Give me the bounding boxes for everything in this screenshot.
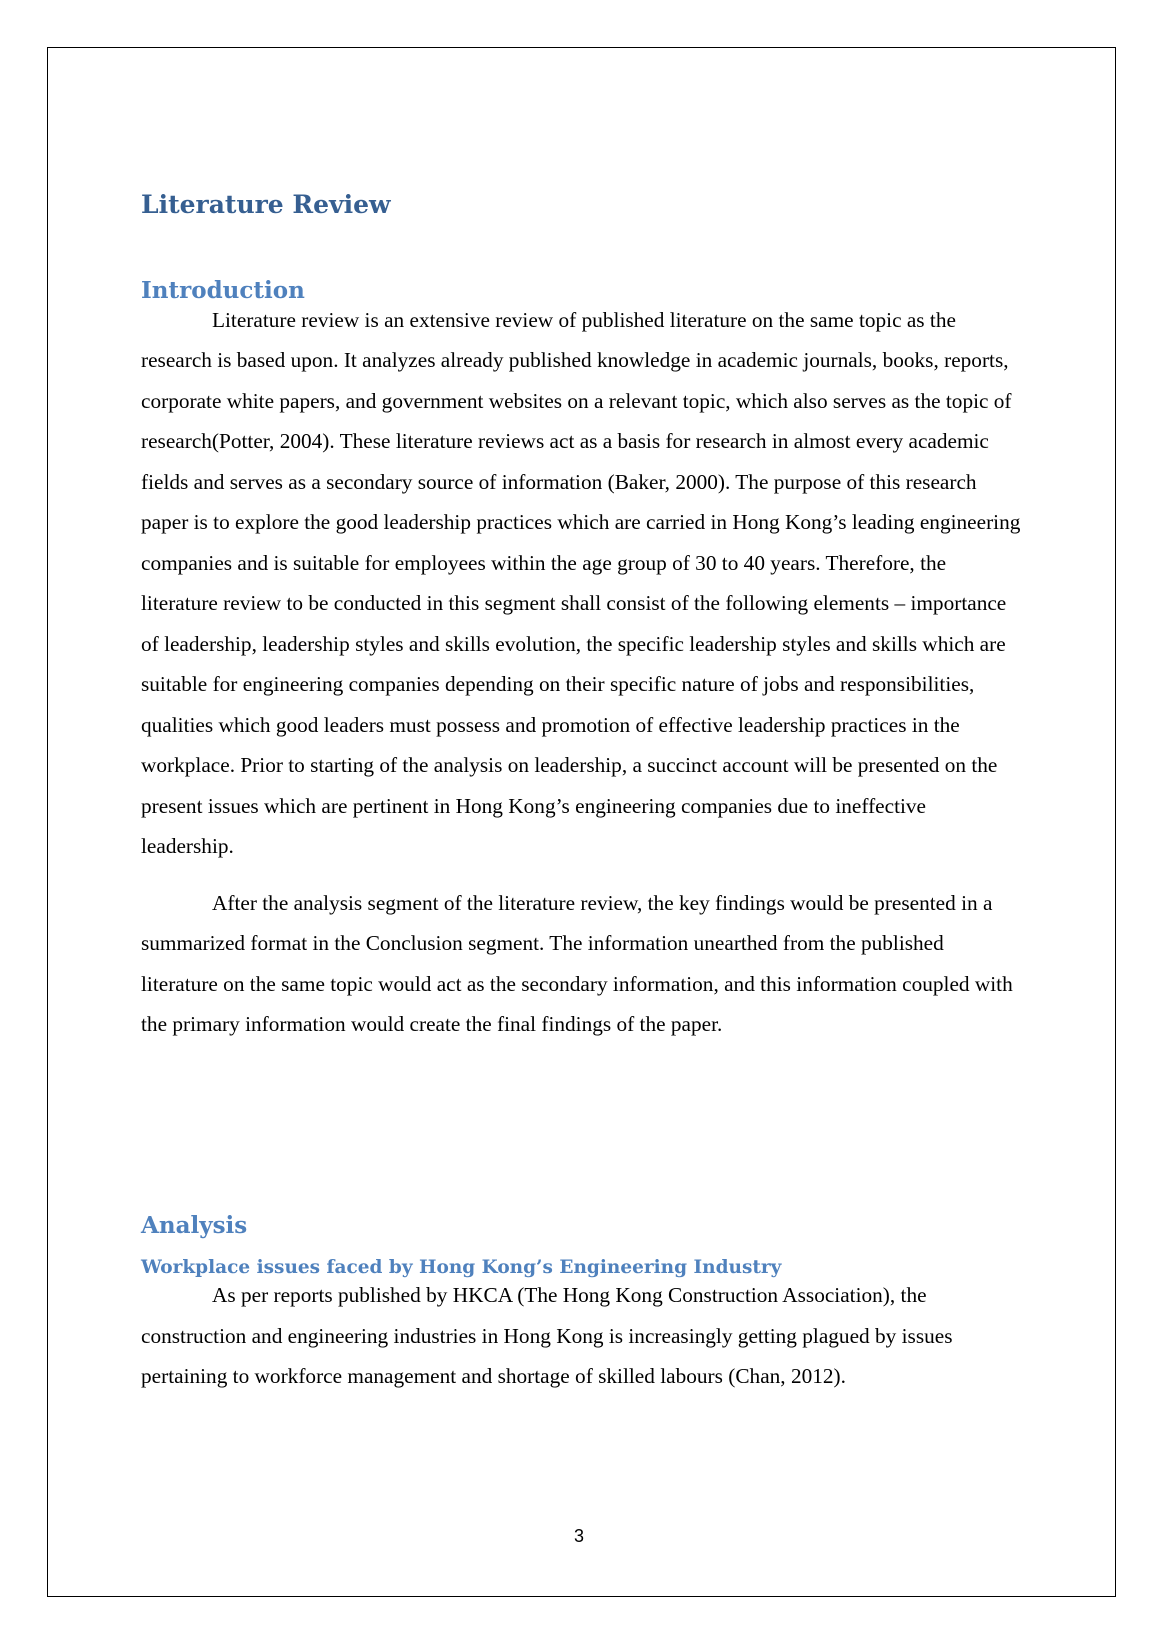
document-body — [141, 180, 1021, 1397]
introduction-paragraph-2: After the analysis segment of the literature review, the key findings would be presented in a summarized format in the Conclusion segment. The information unearthed from the published literature on the same topic would act as the secondary information, and this information coupled with the primary information would create the final findings of the paper. — [141, 890, 1013, 1037]
analysis-subheading: Workplace issues faced by Hong Kong’s Engineering Industry — [141, 1257, 782, 1279]
document-title: Literature Review — [141, 190, 391, 219]
introduction-heading: Introduction — [141, 277, 305, 304]
introduction-paragraph-1: Literature review is an extensive review of published literature on the same topic as the research is based upon. It analyzes already published knowledge in academic journals, books, reports, corporate white papers, and government websites on a relevant topic, which also serves as the topic of research(Potter, 2004). These literature reviews act as a basis for research in almost every academic fields and serves as a secondary source of information (Baker, 2000). The purpose of this research paper is to explore the good leadership practices which are carried in Hong Kong’s leading engineering companies and is suitable for employees within the age group of 30 to 40 years. Therefore, the literature review to be conducted in this segment shall consist of the following elements – importance of leadership, leadership styles and skills evolution, the specific leadership styles and skills which are suitable for engineering companies depending on their specific nature of jobs and responsibilities, qualities which good leaders must possess and promotion of effective leadership practices in the workplace. Prior to starting of the analysis on leadership, a succinct account will be presented on the present issues which are pertinent in Hong Kong’s engineering companies due to ineffective leadership. — [141, 307, 1021, 859]
page-number: 3 — [573, 1526, 584, 1546]
analysis-paragraph-1: As per reports published by HKCA (The Hong Kong Construction Association), the construction and engineering industries in Hong Kong is increasingly getting plagued by issues pertaining to workforce management and shortage of skilled labours (Chan, 2012). — [141, 1283, 953, 1389]
analysis-heading: Analysis — [141, 1211, 248, 1239]
